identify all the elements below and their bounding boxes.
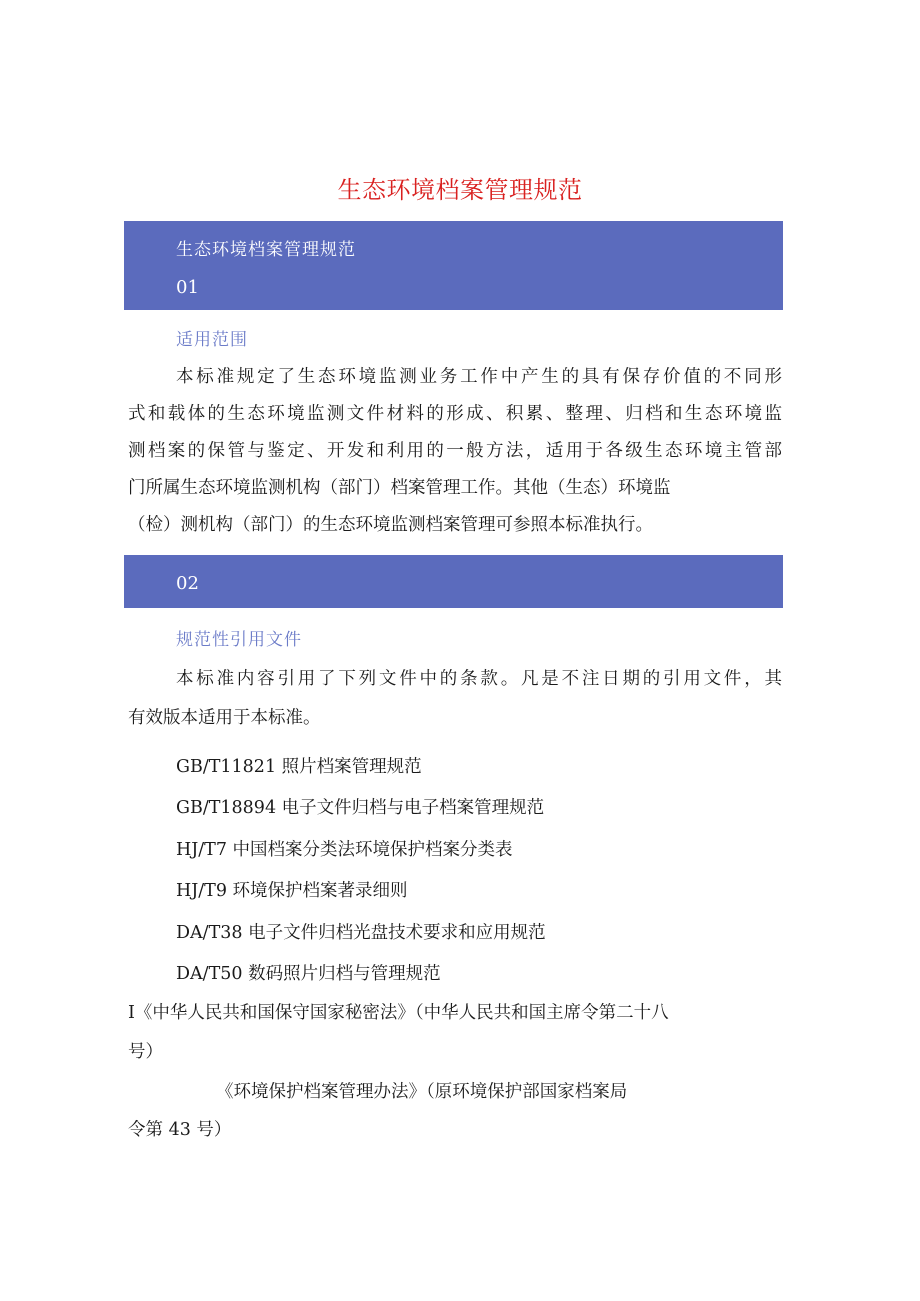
scope-line: 本标准规定了生态环境监测业务工作中产生的具有保存价值的不同形 <box>176 367 782 387</box>
law-reference-line: I《中华人民共和国保守国家秘密法》（中华人民共和国主席令第二十八 <box>128 1003 669 1023</box>
reference-item: GB/T18894 电子文件归档与电子档案管理规范 <box>176 798 545 818</box>
reference-item: HJ/T9 环境保护档案著录细则 <box>176 881 408 901</box>
scope-paragraph <box>128 359 782 544</box>
reference-item: GB/T11821 照片档案管理规范 <box>176 757 422 777</box>
band-subtitle: 生态环境档案管理规范 <box>176 240 356 260</box>
law-reference-line: 《环境保护档案管理办法》（原环境保护部国家档案局 <box>216 1082 628 1102</box>
reference-item: DA/T38 电子文件归档光盘技术要求和应用规范 <box>176 923 546 943</box>
scope-line: （检）测机构（部门）的生态环境监测档案管理可参照本标准执行。 <box>128 515 653 535</box>
section-heading-references: 规范性引用文件 <box>176 630 302 650</box>
section-number-01: 01 <box>176 277 199 298</box>
reference-item: HJ/T7 中国档案分类法环境保护档案分类表 <box>176 840 513 860</box>
scope-line: 式和载体的生态环境监测文件材料的形成、积累、整理、归档和生态环境监 <box>128 404 782 424</box>
scope-line: 测档案的保管与鉴定、开发和利用的一般方法，适用于各级生态环境主管部 <box>128 441 782 461</box>
law-reference-line: 令第 43 号） <box>128 1120 232 1140</box>
section-band-02 <box>124 555 783 608</box>
section-number-02: 02 <box>176 573 199 594</box>
reference-item: DA/T50 数码照片归档与管理规范 <box>176 964 441 984</box>
document-title: 生态环境档案管理规范 <box>337 176 583 204</box>
section-band-01 <box>124 221 783 310</box>
section-heading-scope: 适用范围 <box>176 330 248 350</box>
scope-line: 门所属生态环境监测机构（部门）档案管理工作。其他（生态）环境监 <box>128 478 671 498</box>
intro-line: 本标准内容引用了下列文件中的条款。凡是不注日期的引用文件，其 <box>176 669 782 689</box>
references-intro <box>128 660 782 738</box>
law-reference-line: 号） <box>128 1042 163 1062</box>
intro-line: 有效版本适用于本标准。 <box>128 708 321 728</box>
